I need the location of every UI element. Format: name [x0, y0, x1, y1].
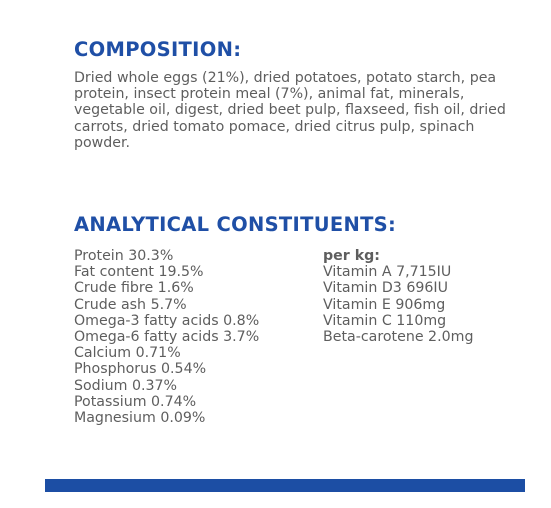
analytical-constituents-heading: ANALYTICAL CONSTITUENTS:: [74, 213, 397, 236]
constituent-item: Omega-3 fatty acids 0.8%: [74, 312, 260, 329]
constituent-item: Fat content 19.5%: [74, 264, 204, 281]
footer-bar: [45, 479, 525, 492]
constituent-item: Crude fibre 1.6%: [74, 280, 194, 297]
vitamin-item: Beta-carotene 2.0mg: [323, 329, 474, 346]
vitamin-item: Vitamin A 7,715IU: [323, 264, 452, 281]
analytical-constituents-list: [74, 248, 259, 426]
vitamin-item: Vitamin D3 696IU: [323, 280, 448, 297]
constituent-item: Omega-6 fatty acids 3.7%: [74, 329, 260, 346]
constituent-item: Calcium 0.71%: [74, 345, 181, 362]
constituent-item: Magnesium 0.09%: [74, 410, 206, 427]
per-kg-vitamins-list: [323, 248, 473, 345]
composition-heading: COMPOSITION:: [74, 38, 242, 61]
vitamin-item: Vitamin C 110mg: [323, 312, 447, 329]
constituent-item: Sodium 0.37%: [74, 377, 178, 394]
per-kg-label: per kg:: [323, 248, 380, 264]
constituent-item: Potassium 0.74%: [74, 393, 197, 410]
constituent-item: Crude ash 5.7%: [74, 296, 187, 313]
constituent-item: Phosphorus 0.54%: [74, 361, 207, 378]
constituent-item: Protein 30.3%: [74, 248, 174, 264]
vitamin-item: Vitamin E 906mg: [323, 296, 446, 313]
composition-text: Dried whole eggs (21%), dried potatoes, potato starch, pea protein, insect protein meal (7%), animal fat, minerals, vegetable oil, digest, dried beet pulp, flaxseed, fish oil, dried carrots, dried tomato pomace, dried citrus pulp, spinach powder.: [74, 70, 506, 151]
